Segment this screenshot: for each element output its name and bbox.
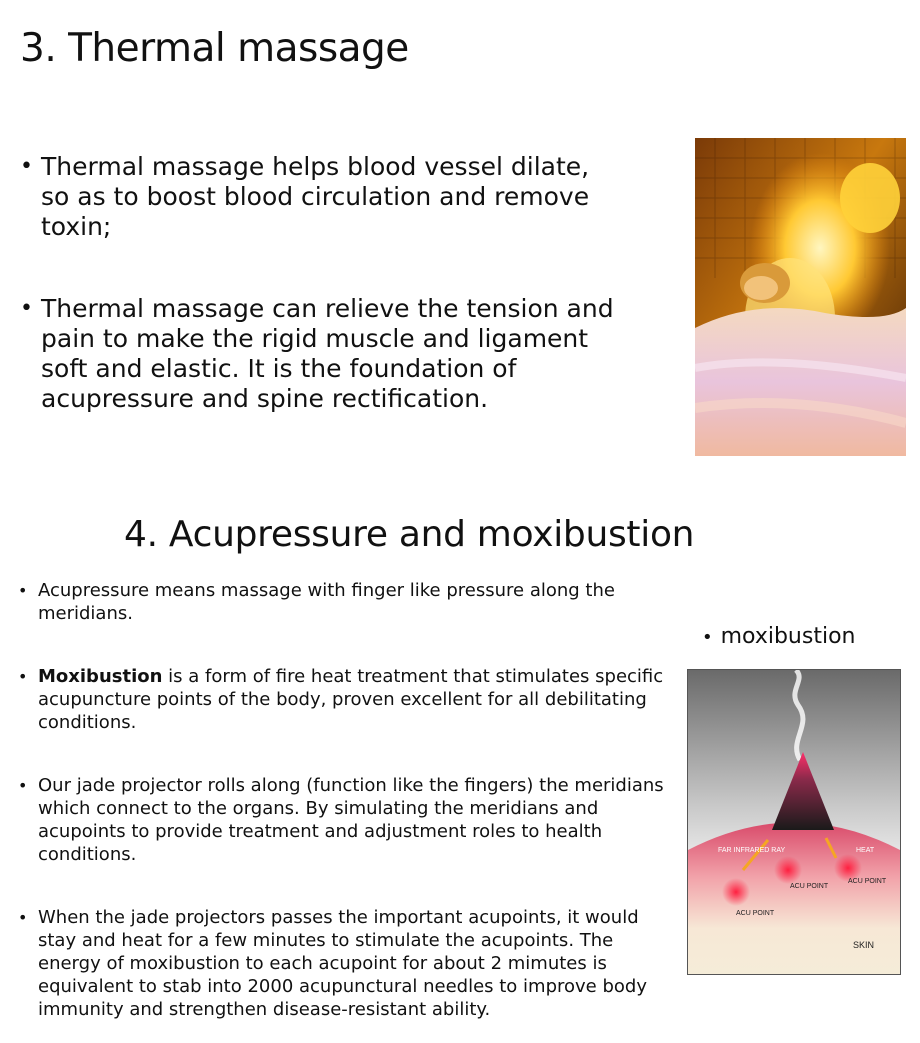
list-item — [20, 152, 620, 242]
moxibustion-diagram — [687, 669, 901, 975]
section-title-acupressure-moxibustion: 4. Acupressure and moxibustion — [124, 514, 695, 555]
bullet-icon: • — [20, 154, 33, 179]
bullet-icon: • — [18, 776, 28, 795]
acupressure-bullets — [18, 579, 678, 1021]
bullet-bold-term: Moxibustion — [38, 666, 163, 687]
bullet-icon: • — [20, 296, 33, 321]
bullet-icon: • — [702, 627, 713, 648]
far-infrared-label: FAR INFRARED RAY — [718, 847, 786, 854]
bullet-icon: • — [18, 581, 28, 600]
moxibustion-label — [702, 622, 855, 653]
bullet-text: Thermal massage helps blood vessel dilate, so as to boost blood circulation and remove toxin; — [41, 152, 590, 241]
list-item — [18, 906, 678, 1021]
acu-point-label: ACU POINT — [848, 878, 887, 885]
list-item — [18, 579, 678, 625]
bullet-icon: • — [18, 667, 28, 686]
heat-label: HEAT — [856, 847, 875, 854]
moxibustion-label-text: moxibustion — [720, 624, 856, 649]
bullet-text: Our jade projector rolls along (function like the fingers) the meridians which connect to the organs. By simulating the meridians and acupoints to provide treatment and adjustment roles to health conditions. — [38, 775, 664, 865]
bullet-icon: • — [18, 908, 28, 927]
bullet-text: When the jade projectors passes the important acupoints, it would stay and heat for a few minutes to stimulate the acupoints. The energy of moxibustion to each acupoint for about 2 mimutes is equivalent to stab into 2000 acupunctural needles to improve body immunity and strengthen disease-resistant ability. — [38, 907, 647, 1020]
bullet-text: Acupressure means massage with finger like pressure along the meridians. — [38, 580, 615, 624]
thermal-massage-bullets — [20, 152, 620, 414]
list-item — [18, 665, 678, 734]
skin-label: SKIN — [853, 940, 875, 950]
acu-point-label: ACU POINT — [790, 883, 829, 890]
bullet-text: is a form of fire heat treatment that stimulates specific acupuncture points of the body, proven excellent for all debilitating conditions. — [38, 666, 664, 733]
thermal-massage-photo — [695, 138, 906, 456]
section-title-thermal-massage: 3. Thermal massage — [20, 26, 409, 71]
acu-point-label: ACU POINT — [736, 910, 775, 917]
bullet-text: Thermal massage can relieve the tension and pain to make the rigid muscle and ligament soft and elastic. It is the foundation of acupressure and spine rectification. — [41, 294, 614, 413]
list-item — [20, 294, 620, 414]
list-item — [18, 774, 678, 866]
